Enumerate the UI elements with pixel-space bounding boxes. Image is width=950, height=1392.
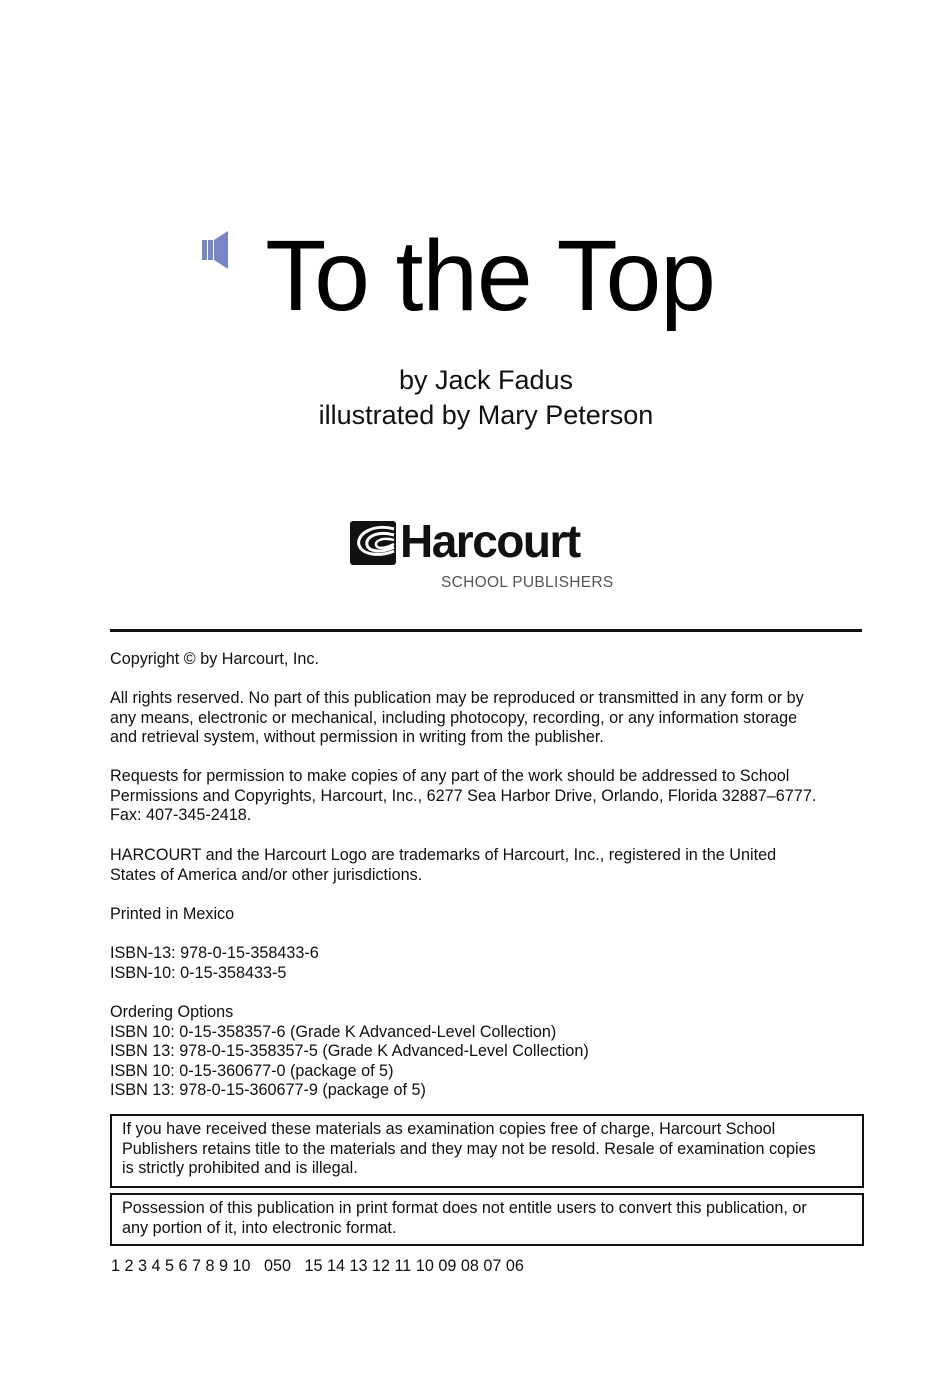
ordering-item: ISBN 10: 0-15-360677-0 (package of 5) bbox=[110, 1061, 394, 1080]
harcourt-logo-name: Harcourt bbox=[400, 515, 580, 567]
ordering-item: ISBN 10: 0-15-358357-6 (Grade K Advanced-Level Collection) bbox=[110, 1022, 557, 1041]
isbn-block bbox=[110, 944, 870, 983]
trademark-line: HARCOURT and the Harcourt Logo are trademarks of Harcourt, Inc., registered in the United bbox=[110, 846, 777, 864]
ordering-item: ISBN 13: 978-0-15-360677-9 (package of 5) bbox=[110, 1081, 426, 1100]
author-line: by Jack Fadus bbox=[398, 365, 574, 395]
rights-line: All rights reserved. No part of this publication may be reproduced or transmitted in any form or by bbox=[110, 689, 804, 707]
permissions-paragraph bbox=[110, 767, 870, 826]
isbn-line: ISBN-13: 978-0-15-358433-6 bbox=[110, 944, 319, 962]
ordering-item: ISBN 13: 978-0-15-358357-5 (Grade K Advanced-Level Collection) bbox=[110, 1042, 589, 1061]
examination-copy-notice bbox=[110, 1114, 864, 1188]
book-title: To the Top bbox=[265, 220, 715, 332]
trademark-line: States of America and/or other jurisdictions. bbox=[110, 865, 423, 884]
divider-rule bbox=[110, 629, 862, 632]
permissions-line: Requests for permission to make copies of any part of the work should be addressed to School bbox=[110, 767, 790, 785]
trademark-paragraph bbox=[110, 846, 870, 885]
electronic-format-notice bbox=[110, 1193, 864, 1246]
harcourt-logo-mark-icon bbox=[350, 521, 396, 565]
rights-line: and retrieval system, without permission in writing from the publisher. bbox=[110, 728, 604, 747]
copyright-notice bbox=[110, 650, 870, 670]
printed-in-line: Printed in Mexico bbox=[110, 905, 235, 923]
examination-notice-line: If you have received these materials as examination copies free of charge, Harcourt School bbox=[122, 1120, 776, 1138]
harcourt-logo-subtitle: SCHOOL PUBLISHERS bbox=[441, 574, 614, 591]
isbn-line: ISBN-10: 0-15-358433-5 bbox=[110, 963, 287, 982]
electronic-notice-line: Possession of this publication in print format does not entitle users to convert this publication, or bbox=[122, 1199, 807, 1217]
print-line: 1 2 3 4 5 6 7 8 9 10 050 15 14 13 12 11 10 09 08 07 06 bbox=[111, 1257, 524, 1275]
illustrator-line: illustrated by Mary Peterson bbox=[318, 400, 654, 430]
permissions-line: Permissions and Copyrights, Harcourt, Inc., 6277 Sea Harbor Drive, Orlando, Florida 32887–6777. bbox=[110, 786, 817, 805]
printed-in bbox=[110, 905, 870, 925]
ordering-heading: Ordering Options bbox=[110, 1003, 234, 1021]
examination-notice-line: is strictly prohibited and is illegal. bbox=[122, 1159, 358, 1178]
copyright-line: Copyright © by Harcourt, Inc. bbox=[110, 650, 319, 668]
examination-notice-line: Publishers retains title to the materials and they may not be resold. Resale of examination copies bbox=[122, 1139, 816, 1158]
electronic-notice-line: any portion of it, into electronic format. bbox=[122, 1218, 397, 1237]
rights-line: any means, electronic or mechanical, including photocopy, recording, or any information storage bbox=[110, 708, 798, 727]
rights-paragraph bbox=[110, 689, 870, 748]
harcourt-logo bbox=[350, 515, 620, 594]
permissions-line: Fax: 407-345-2418. bbox=[110, 806, 252, 825]
ordering-options bbox=[110, 1003, 870, 1101]
